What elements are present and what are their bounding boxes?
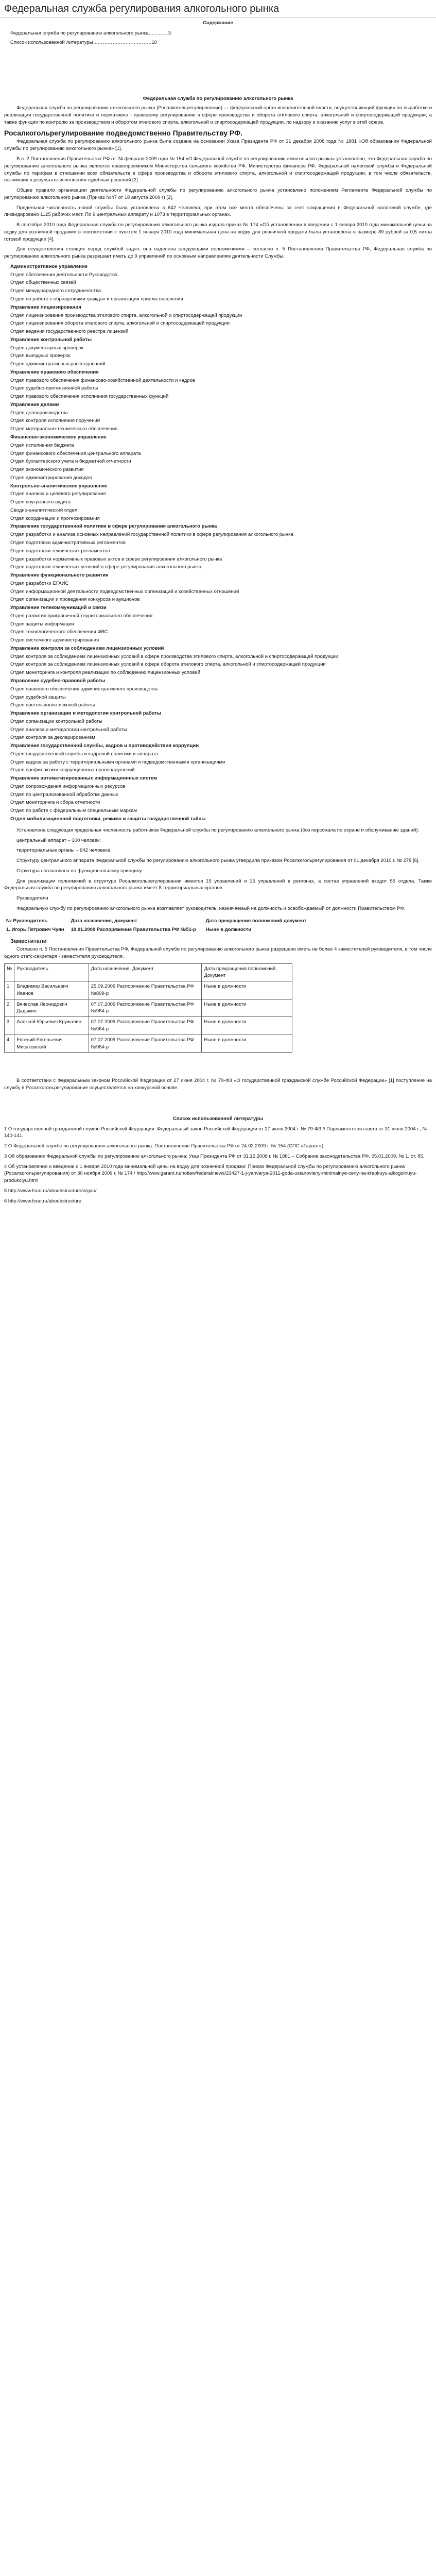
structure-subdivision: Отдел анализа и методологии контрольной работы	[10, 726, 127, 733]
structure-department: Управление лицензирования	[10, 304, 81, 310]
closing-paragraph: В соответствии с Федеральным законом Российской Федерации от 27 июня 2004 г. № 79-ФЗ «О государственной гражданской службе Российской Федерации» [1] поступление на службу в Росалкогольрегулирование осуществляется на конкурсной основе.	[4, 1078, 432, 1091]
after-paragraph: Структуру центрального аппарата Федеральной службы по регулированию алкогольного рынка утвердила приказом Росалкогольрегулирования от 01 декабря 2010 г. № 278 [6].	[16, 858, 420, 864]
body-paragraph: Федеральная служба по регулированию алкогольного рынка была создана на основании Указа Президента РФ от 31 декабря 2008 года № 1881 «Об образовании Федеральной службы по регулированию алкогольного рынка» [1].	[4, 139, 432, 152]
structure-subdivision: Отдел подготовки технических условий в сфере регулирования алкогольного рынка	[10, 564, 202, 570]
after-structure-paragraphs	[4, 827, 432, 912]
after-paragraph: Установлена следующая предельная численность работников Федеральной службы по регулированию алкогольного рынка (без персонала по охране и обслуживанию зданий):	[16, 827, 420, 833]
literature-heading: Список использованной литературы	[172, 1115, 264, 1122]
structure-department: Управление контрольной работы	[10, 336, 92, 343]
head-col-1: № Руководитель	[6, 918, 48, 924]
literature-item: 5 http://www.fsrar.ru/about/structure/organ/	[4, 1188, 97, 1194]
structure-department: Административное управление	[10, 263, 88, 269]
structure-subdivision: Отдел экономического развития	[10, 467, 84, 473]
literature-item: 2 О Федеральной службе по регулированию алкогольного рынка: Постановление Правительства РФ от 24.02.2009 г. № 154 (СПС «Гарант»)	[4, 1143, 324, 1149]
after-paragraph: Руководители	[16, 895, 48, 902]
head-table	[4, 917, 313, 935]
structure-subdivision: Отдел защиты информации	[10, 621, 74, 627]
toc-item: Федеральная служба по регулированию алкогольного рынка…………3	[10, 30, 171, 36]
structure-list	[4, 263, 432, 823]
table-cell: 07.07.2009 Распоряжение Правительства РФ №964-р	[89, 1035, 202, 1053]
head-cell: 1. Игорь Петрович Чуян	[6, 927, 64, 933]
table-cell: 07.07.2009 Распоряжение Правительства РФ №964-р	[89, 1017, 202, 1035]
structure-subdivision: Отдел по работе с федеральным специальным маркам	[10, 808, 137, 814]
deputies-col-header: Дата назначения, Документ	[89, 963, 202, 981]
section-heading: Федеральная служба по регулированию алкогольного рынка	[143, 96, 293, 102]
table-cell: 07.07.2009 Распоряжение Правительства РФ №964-р	[89, 999, 202, 1017]
head-cell: 19.01.2009 Распоряжение Правительства РФ №51-р	[71, 927, 196, 933]
literature-item: 4 Об установлении и введении с 1 января 2010 года минимальной цены на водку для розничной продажи: Приказ Федеральной службы по регулированию алкогольного рынка (Росалкогольрегулирования) от 30 ноября 2009 г. № 174 / http://www.garant.ru/hotlaw/federal/news/23427-1-j-yanvarya-2011-goda-ustanovleny-minimalnye-ceny-na-krepkuyu-alkogolnuyu-produkciyu.html	[4, 1163, 417, 1184]
structure-subdivision: Отдел лицензирования производства этилового спирта, алкогольной и спиртосодержащей продукции	[10, 312, 242, 318]
structure-subdivision: Отдел контроля исполнения поручений	[10, 418, 100, 424]
table-row	[5, 1017, 292, 1035]
structure-department: Управление правового обеспечения	[10, 369, 99, 375]
structure-department: Финансово-экономическое управление	[10, 434, 107, 440]
structure-subdivision: Отдел сопровождения информационных ресурсов	[10, 783, 126, 789]
structure-subdivision: Отдел контроля за соблюдением лицензионных условий в сфере оборота этилового спирта, алкогольной и спиртосодержащей продукции	[10, 662, 326, 668]
deputies-col-header: №	[5, 963, 14, 981]
structure-subdivision: Отдел развития приграничной территориального обеспечения	[10, 613, 153, 619]
table-cell: Евгений Евгеньевич Мисаковский	[14, 1035, 89, 1053]
table-cell: Ныне в должности	[202, 1035, 292, 1053]
structure-subdivision: Отдел материально-технического обеспечения	[10, 426, 118, 432]
structure-subdivision: Отдел международного сотрудничества	[10, 288, 101, 294]
structure-subdivision: Отдел подготовки технических регламентов	[10, 548, 110, 554]
body-paragraph: В сентябре 2010 года Федеральная служба по регулированию алкогольного рынка издала приказ № 174 «Об установлении в введении с 1 января 2010 года минимальной цены на водку для розничной продажи» в соответствии с пунктом 1 января 2010 года минимальная цена на водку для розничной продажи была установлена в размере 89 рублей за 0,5 литра готовой продукции [4].	[4, 222, 432, 242]
document-title: Федеральная служба регулирования алкогольного рынка	[0, 0, 436, 18]
after-paragraph: Для реализации полномочий в структуре Росалкогольрегулирования имеется 15 управлений и 15 управлений в регионах, а состав управлений входит 55 отдела. Также Федеральная служба по регулированию алкогольного рынка имеет 8 территориальных органов.	[4, 878, 432, 891]
head-col-2: Дата назначения, документ	[71, 918, 137, 924]
structure-subdivision: Отдел выездных проверок	[10, 353, 71, 359]
table-cell: 1	[5, 981, 14, 999]
structure-subdivision: Отдел подготовки административных регламентов	[10, 539, 126, 546]
structure-subdivision: Отдел разработки и анализа основных направлений государственной политики в сфере регулирования алкогольного рынка	[10, 532, 293, 538]
structure-subdivision: Отдел бухгалтерского учета и бюджетной отчетности	[10, 459, 131, 465]
structure-subdivision: Отдел контроля за соблюдением лицензионных условий в сфере производства этилового спирта, алкогольной и спиртосодержащей продукции	[10, 653, 339, 659]
body-paragraphs	[4, 138, 432, 260]
body-paragraph: Общее правило организации деятельности Федеральной службы по регулированию алкогольного рынка установлено положением Регламента Федеральной службы по регулированию алкогольного рынка (Приказ №47 от 18 августа 2009 г) [3].	[4, 188, 432, 200]
structure-department: Управление контроля за соблюдением лицензионных условий	[10, 645, 164, 651]
structure-subdivision: Отдел судебной защиты	[10, 694, 66, 700]
table-cell: Ныне в должности	[202, 999, 292, 1017]
structure-department: Управление государственной политики в сфере регулирования алкогольного рынка	[10, 523, 217, 530]
structure-subdivision: Отдел лицензирования оборота этилового спирта, алкогольной и спиртосодержащей продукции	[10, 320, 230, 327]
structure-subdivision: Отдел администрирования доходов	[10, 474, 92, 481]
intro-paragraph: Федеральная служба по регулированию алкогольного рынка (Росалкогольрегулирование) — федеральный орган исполнительной власти, осуществляющий функции по выработке и реализации государственной политики и нормативно - правовому регулированию в сфере производства и оборота этилового спирта, алкогольной и спиртосодержащей продукции, а также функции по контролю за производством и оборотом этилового спирта, алкогольной и спиртосодержащей продукции, по надзору и оказанию услуг в этой сфере.	[4, 105, 432, 125]
structure-subdivision: Отдел финансового обеспечения центрального аппарата	[10, 450, 141, 456]
structure-department: Управление автоматизированных информационных систем	[10, 775, 158, 782]
literature-item: 1 О государственной гражданской службе Российской Федерации: Федеральный закон Российской Федерации от 27 июня 2004 г. № 79-ФЗ // Парламентская газета от 31 июля 2004 г., № 140-141.	[4, 1126, 428, 1139]
document-body	[0, 18, 436, 1205]
structure-department: Управление организации и методологии контрольной работы	[10, 710, 162, 717]
after-paragraph: Федеральную службу по регулированию алкогольного рынка возглавляет руководитель, назначаемый на должность и освобождаемый от должности Правительством РФ.	[16, 905, 406, 911]
structure-subdivision: Отдел обеспечения деятельности Руководства	[10, 272, 118, 278]
structure-department: Управление делами	[10, 401, 59, 408]
literature-item: 6 http://www.fsrar.ru/about/structure	[4, 1198, 81, 1204]
structure-department: Отдел мобилизационной подготовки, режима и защиты государственной тайны	[10, 816, 206, 822]
structure-subdivision: Отдел системного администрирования	[10, 637, 99, 643]
head-cell: Ныне в должности	[205, 927, 252, 933]
structure-subdivision: Отдел кадров за работу с территориальными органами и подведомственными организациями	[10, 759, 225, 765]
deputies-col-header: Дата прекращения полномочий, Документ	[202, 963, 292, 981]
structure-subdivision: Отдел правового обеспечения финансово-хозяйственной деятельности и кадров	[10, 377, 195, 383]
deputies-paragraph: Согласно п. 5 Постановления Правительства РФ, Федеральной службе по регулированию алкогольного рынка разрешено иметь не более 4 заместителей руководителя, в том числе одного статс-секретаря - заместителя руководителя.	[4, 946, 432, 959]
head-col-3: Дата прекращения полномочий документ	[205, 918, 307, 924]
structure-department: Контрольно-аналитическое управление	[10, 483, 108, 489]
table-cell: 2	[5, 999, 14, 1017]
table-cell: Владимир Васильевич Иванов	[14, 981, 89, 999]
body-paragraph: Предельная численность новой службы была установлена в 642 человека; при этом все места обеспечены за счет сокращения в Федеральной налоговой службе, где ликвидировано 1125 рабочих мест. По 9 центральных аппарату и 1073 в территориальных органах.	[4, 205, 432, 218]
structure-subdivision: Отдел правового обеспечения исполнения государственных функций	[10, 394, 169, 400]
table-row	[5, 1035, 292, 1053]
structure-subdivision: Отдел разработки нормативных правовых актов в сфере регулирования алкогольного рынка	[10, 556, 222, 562]
structure-subdivision: Отдел государственной службы и кадровой политики и аппарата	[10, 751, 158, 757]
literature-item: 3 Об образовании Федеральной службы по регулированию алкогольного рынка: Указ Президента РФ от 31.12.2008 г. № 1881 – Собрание законодательства РФ, 05.01.2009, № 1, ст. 85.	[4, 1153, 425, 1159]
after-paragraph: территориальные органы – 642 человека.	[16, 848, 112, 854]
structure-subdivision: Отдел по централизованной обработке данных	[10, 791, 118, 798]
structure-subdivision: Отдел по работе с обращениями граждан и организации приема населения	[10, 296, 183, 302]
structure-subdivision: Отдел исполнения бюджета	[10, 442, 74, 448]
after-paragraph: центральный аппарат – 300 человек;	[16, 837, 101, 843]
body-paragraph: Для осуществления стоящих перед службой задач, она наделена следующими полномочиями – согласно п. 5 Постановления Правительства РФ, Федеральная служба по регулированию алкогольного рынка разрешает иметь до 9 управлений по основным направлениям деятельности Службы.	[4, 246, 432, 260]
table-cell: 25.09.2009 Распоряжение Правительства РФ №899-р	[89, 981, 202, 999]
deputies-col-header: Руководитель	[14, 963, 89, 981]
after-paragraph: Структура согласована по функциональному принципу.	[16, 868, 143, 874]
literature-list	[4, 1126, 432, 1205]
structure-subdivision: Отдел ведения государственного реестра лицензий	[10, 329, 129, 335]
structure-subdivision: Отдел организации и проведения конкурсов и аукционов	[10, 597, 140, 603]
table-cell: Ныне в должности	[202, 1017, 292, 1035]
toc-heading: Содержание	[203, 20, 233, 26]
structure-subdivision: Сводно-аналитический отдел	[10, 507, 77, 513]
table-cell: 3	[5, 1017, 14, 1035]
structure-subdivision: Отдел профилактики коррупционных правонарушений	[10, 767, 135, 773]
structure-subdivision: Отдел анализа и целевого регулирования	[10, 491, 106, 497]
table-row	[5, 981, 292, 999]
table-cell: Ныне в должности	[202, 981, 292, 999]
structure-subdivision: Отдел информационной деятельности подведомственных организаций и хозяйственных отношений	[10, 588, 239, 595]
section-heading-2: Росалкогольрегулирование подведомственно Правительству РФ.	[4, 129, 242, 138]
structure-subdivision: Отдел правового обеспечения административного производства	[10, 686, 158, 692]
table-row	[5, 999, 292, 1017]
structure-department: Управление телекоммуникаций и связи	[10, 605, 107, 611]
structure-subdivision: Отдел общественных связей	[10, 280, 76, 286]
structure-subdivision: Отдел судебно-претензионной работы	[10, 385, 98, 392]
deputies-heading: Заместители	[10, 938, 47, 945]
table-cell: 4	[5, 1035, 14, 1053]
structure-subdivision: Отдел мониторинга и контроля реализации по соблюдению лицензионных условий	[10, 670, 201, 676]
structure-subdivision: Отдел организации контрольной работы	[10, 718, 102, 724]
table-cell: Вячеслав Леонидович Дадыкин	[14, 999, 89, 1017]
table-cell: Алексей Юрьевич Кружалин	[14, 1017, 89, 1035]
structure-department: Управление судебно-правовой работы	[10, 677, 106, 684]
body-paragraph: В п. 2 Постановления Правительства РФ от 24 февраля 2009 года № 154 «О Федеральной службе по регулированию алкогольного рынка» установлено, что Федеральная служба по регулированию алкогольного рынка является правопреемником Министерства сельского хозяйства РФ, Министерства финансов РФ, Федеральной налоговой службы и Федеральной службы по тарифам в отношении всех обязательств в сфере производства и оборота этилового спирта, алкогольной и спиртосодержащей продукции, в том числе обязательств, возникших в результате исполнения судебных решений [2].	[4, 156, 432, 183]
structure-subdivision: Отдел документарных проверок	[10, 345, 83, 351]
structure-subdivision: Отдел разработки ЕГАИС	[10, 580, 69, 586]
structure-subdivision: Отдел административных расследований	[10, 361, 106, 367]
structure-department: Управление государственной службы, кадров и противодействия коррупции	[10, 743, 199, 749]
structure-subdivision: Отдел координации и прогнозирования	[10, 515, 100, 521]
structure-subdivision: Отдел технологического обеспечения ФВС	[10, 629, 108, 635]
deputies-table	[4, 963, 292, 1053]
structure-subdivision: Отдел делопроизводства	[10, 410, 68, 416]
structure-subdivision: Отдел мониторинга и сбора отчетности	[10, 800, 100, 806]
structure-subdivision: Отдел внутреннего аудита	[10, 499, 71, 505]
structure-subdivision: Отдел контроля за декларированием	[10, 735, 95, 741]
toc-item: Список использованной литературы………………………………10	[10, 39, 158, 45]
structure-subdivision: Отдел претензионно-исковой работы	[10, 702, 95, 708]
structure-department: Управление функционального развития	[10, 572, 109, 579]
